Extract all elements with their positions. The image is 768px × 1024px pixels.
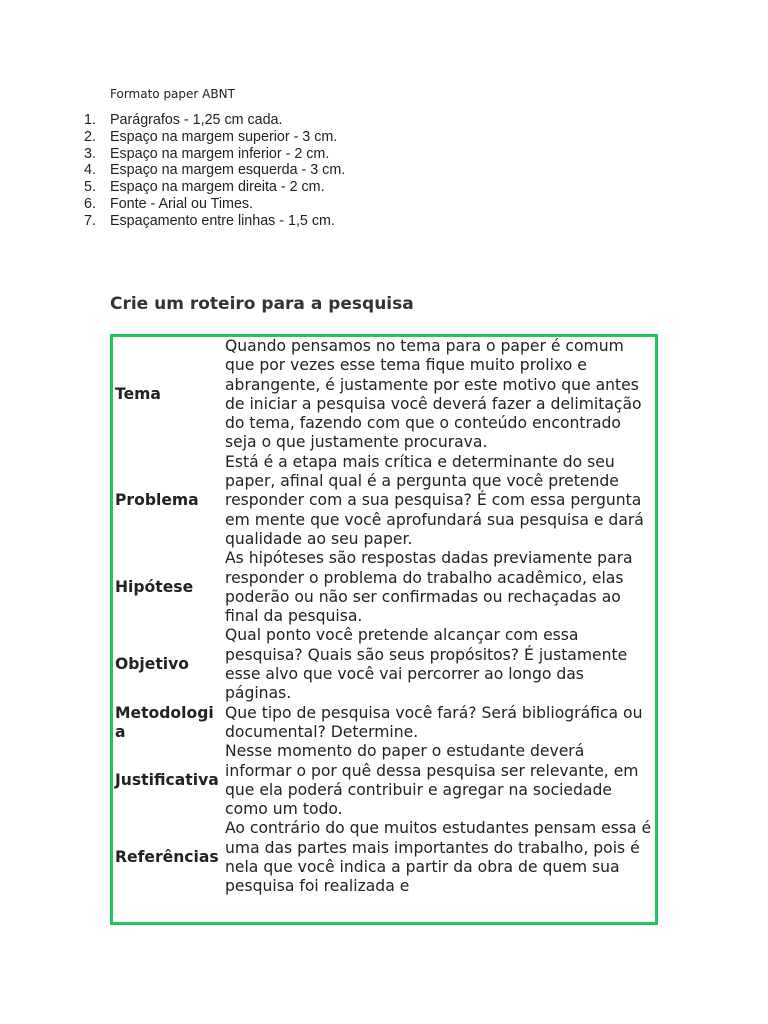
description-cell: Qual ponto você pretende alcançar com essa pesquisa? Quais são seus propósitos? É justamente esse alvo que você vai percorrer ao longo das páginas.: [225, 626, 628, 703]
list-item-number: 1.: [84, 112, 96, 128]
list-item-text: Espaço na margem inferior - 2 cm.: [110, 145, 330, 162]
term-cell: Tema: [115, 385, 161, 404]
list-item: [84, 129, 345, 146]
term-cell: Hipótese: [115, 578, 194, 597]
table-row: [113, 626, 655, 703]
term-cell: Justificativa: [115, 771, 219, 790]
table-row: [113, 549, 655, 626]
list-item: [84, 112, 345, 129]
list-item-number: 5.: [84, 179, 96, 196]
list-item-number: 2.: [84, 128, 96, 145]
list-item-number: 7.: [84, 212, 96, 229]
list-item-number: 4.: [84, 162, 96, 179]
term-cell: Problema: [115, 491, 199, 510]
page-header-title: Formato paper ABNT: [110, 87, 235, 101]
description-cell: Nesse momento do paper o estudante deverá informar o por quê dessa pesquisa ser relevante, em que ela poderá contribuir e agregar na sociedade como um todo.: [225, 742, 639, 819]
term-cell: Metodologia: [115, 703, 214, 741]
description-cell: Quando pensamos no tema para o paper é comum que por vezes esse tema fique muito prolixo e abrangente, é justamente por este motivo que antes de iniciar a pesquisa você deverá fazer a delimitação do tema, fazendo com que o conteúdo encontrado seja o que justamente procurava.: [225, 337, 642, 452]
list-item-number: 6.: [84, 195, 96, 212]
list-item: [84, 196, 345, 213]
research-guide-table: [110, 334, 658, 925]
list-item-text: Espaço na margem direita - 2 cm.: [110, 179, 325, 196]
term-cell: Objetivo: [115, 655, 190, 674]
list-item-text: Espaçamento entre linhas - 1,5 cm.: [110, 212, 335, 229]
list-item: [84, 162, 345, 179]
table-row: [113, 819, 655, 896]
table-row: [113, 337, 655, 453]
list-item-text: Espaço na margem superior - 3 cm.: [110, 128, 338, 145]
description-cell: As hipóteses são respostas dadas previamente para responder o problema do trabalho acadêmico, elas poderão ou não ser confirmadas ou rechaçadas ao final da pesquisa.: [225, 549, 633, 626]
table-row: [113, 742, 655, 819]
list-item-text: Fonte - Arial ou Times.: [110, 195, 254, 212]
description-cell: Que tipo de pesquisa você fará? Será bibliográfica ou documental? Determine.: [225, 703, 643, 741]
list-item: [84, 213, 345, 230]
list-item-number: 3.: [84, 145, 96, 162]
list-item: [84, 146, 345, 163]
list-item-text: Parágrafos - 1,25 cm cada.: [110, 112, 283, 128]
term-cell: Referências: [115, 848, 219, 867]
description-cell: Está é a etapa mais crítica e determinante do seu paper, afinal qual é a pergunta que você pretende responder com a sua pesquisa? É com essa pergunta em mente que você aprofundará sua pesquisa e dará qualidade ao seu paper.: [225, 452, 644, 548]
section-heading: Crie um roteiro para a pesquisa: [110, 294, 414, 314]
table-row: [113, 704, 655, 743]
list-item-text: Espaço na margem esquerda - 3 cm.: [110, 162, 346, 179]
formatting-rules-list: [84, 112, 345, 230]
table-row: [113, 453, 655, 549]
list-item: [84, 179, 345, 196]
description-cell: Ao contrário do que muitos estudantes pensam essa é uma das partes mais importantes do trabalho, pois é nela que você indica a partir da obra de quem sua pesquisa foi realizada e: [225, 819, 652, 896]
